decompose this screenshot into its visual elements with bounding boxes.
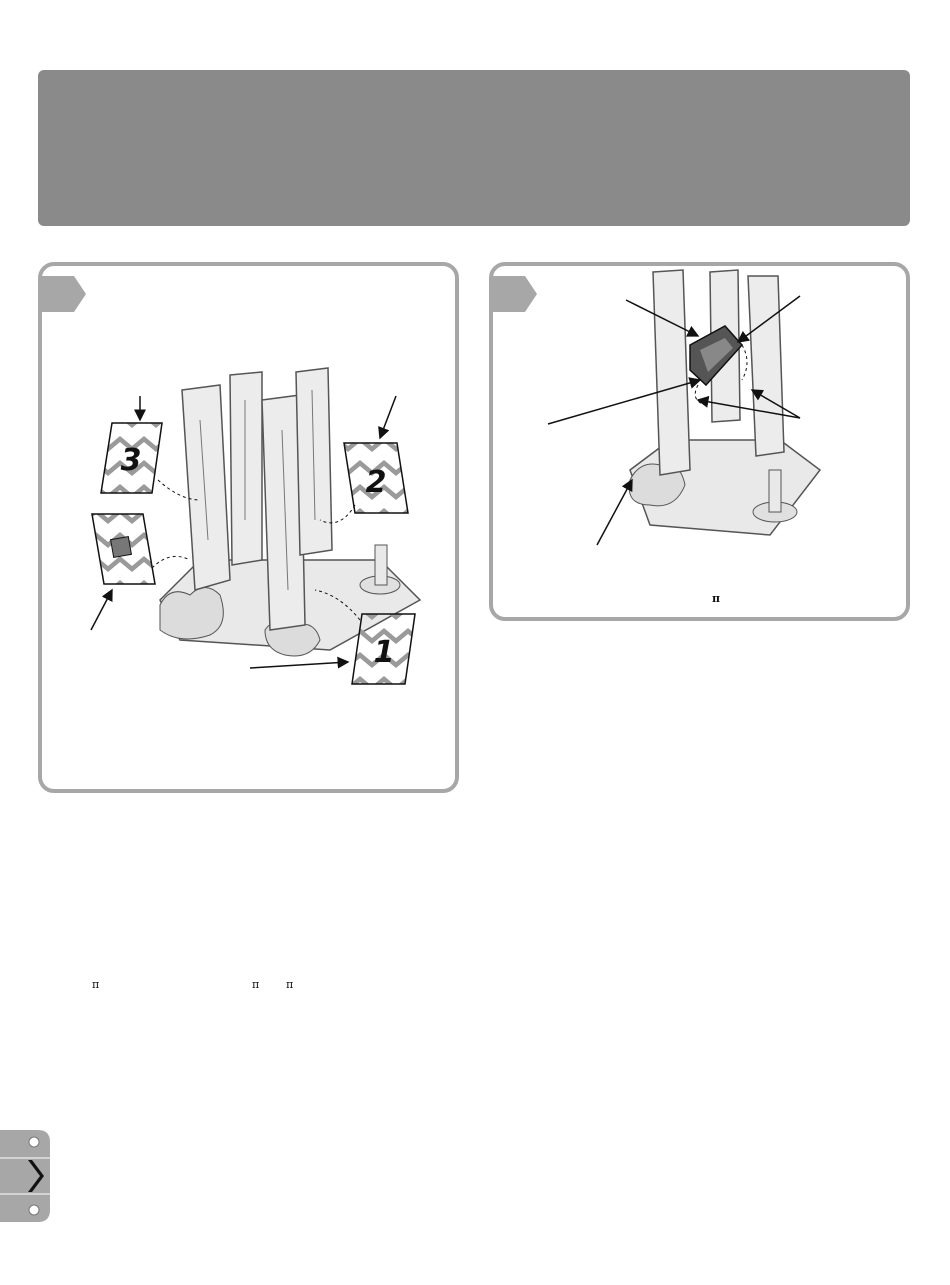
body-symbol: π <box>286 978 294 991</box>
card-1-number: 1 <box>373 635 395 670</box>
card-3-number: 3 <box>120 443 142 478</box>
chevron-right-icon <box>0 1130 50 1222</box>
body-symbol: π <box>252 978 260 991</box>
card-2-number: 2 <box>365 465 387 500</box>
panel-note-symbol: π <box>712 592 721 605</box>
body-symbol: π <box>92 978 100 991</box>
